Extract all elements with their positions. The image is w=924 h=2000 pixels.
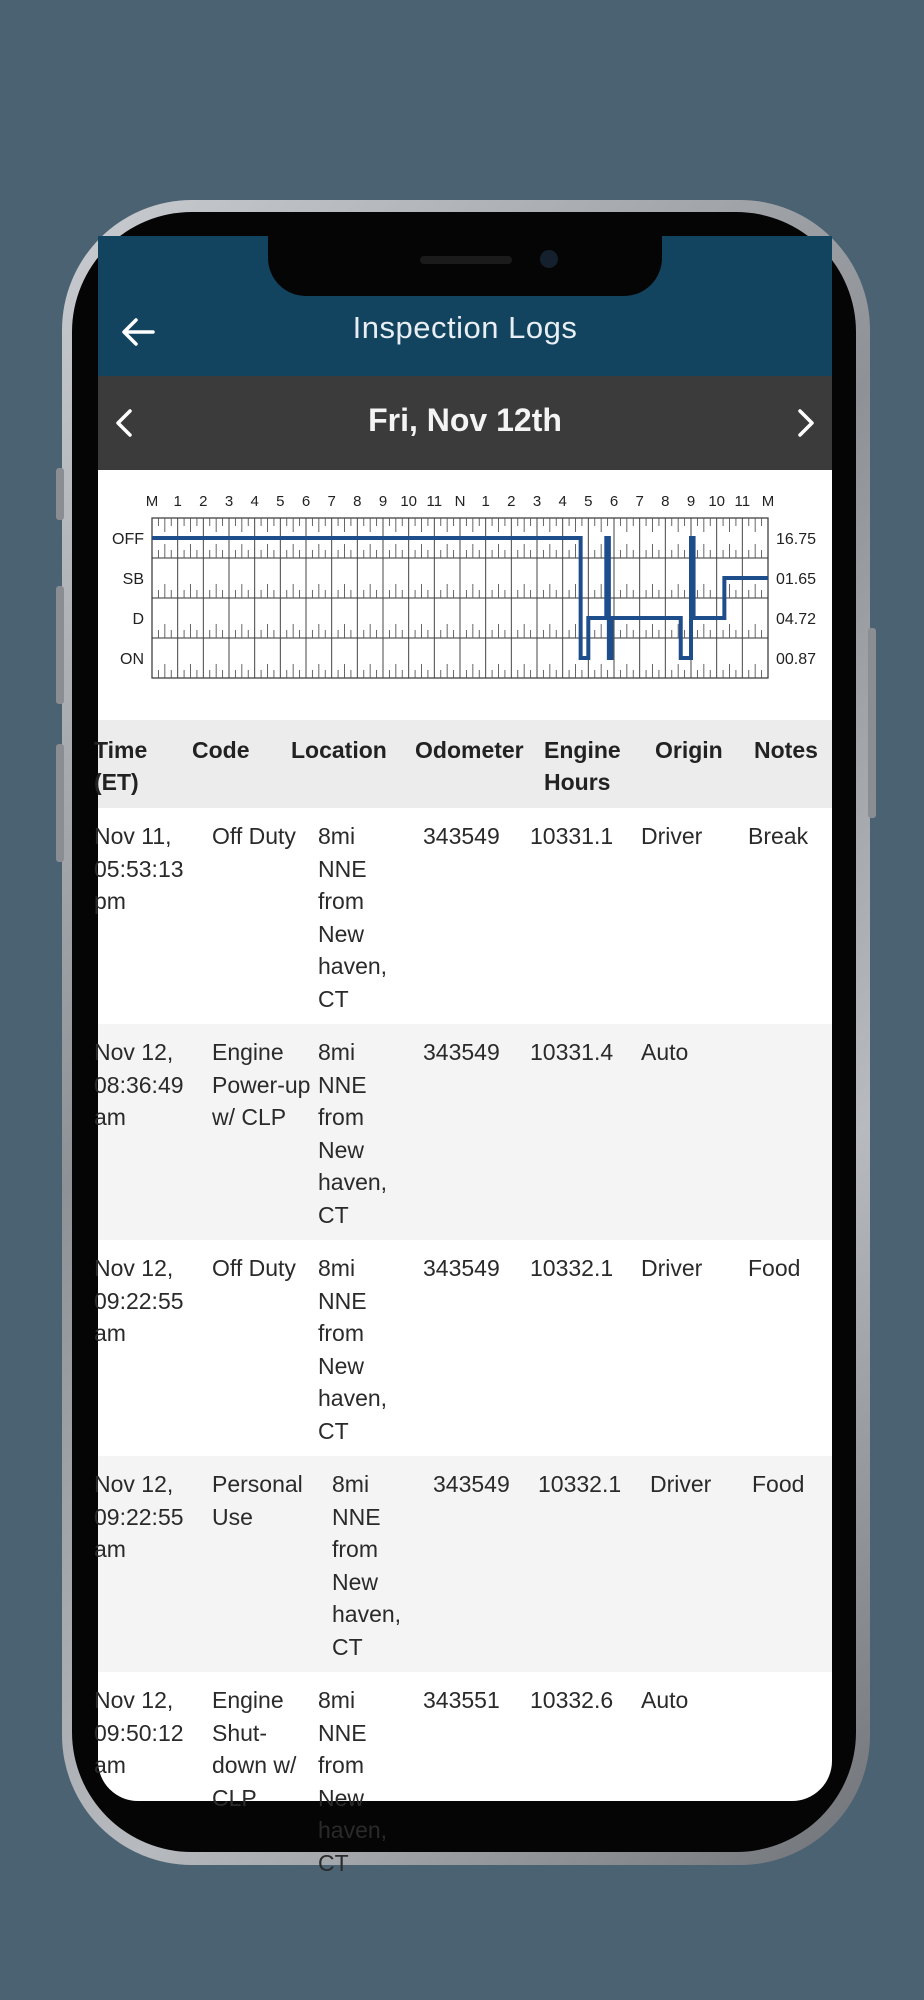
hour-label: 7 <box>635 493 644 510</box>
table-row[interactable] <box>94 1456 832 1672</box>
hour-label: 8 <box>353 493 362 510</box>
cell-engine-hours: 10332.6 <box>530 1687 614 1713</box>
earpiece-speaker <box>420 256 512 264</box>
cell-origin: Driver <box>650 1471 712 1497</box>
col-header-engine-hours: Engine Hours <box>544 737 621 795</box>
status-label-on: ON <box>120 651 144 668</box>
hour-label: 11 <box>734 493 751 510</box>
cell-location: 8mi NNE from New haven, CT <box>318 1687 388 1876</box>
cell-code: Engine Shut-down w/ CLP <box>212 1687 297 1811</box>
table-row[interactable] <box>94 1672 832 1888</box>
cell-odometer: 343549 <box>423 1039 500 1065</box>
volume-up-button <box>56 586 64 704</box>
col-header-notes: Notes <box>754 737 818 763</box>
cell-engine-hours: 10332.1 <box>530 1255 614 1281</box>
cell-time: Nov 11, 05:53:13 pm <box>94 823 184 914</box>
table-header <box>94 720 832 808</box>
cell-code: Personal Use <box>212 1471 303 1530</box>
status-label-sb: SB <box>122 571 144 588</box>
hour-label: 10 <box>400 493 418 510</box>
hour-label: 1 <box>481 493 490 510</box>
cell-origin: Driver <box>641 1255 703 1281</box>
app-screen <box>94 236 832 1876</box>
cell-time: Nov 12, 09:50:12 am <box>94 1687 184 1778</box>
cell-location: 8mi NNE from New haven, CT <box>318 823 388 1012</box>
hour-label: 5 <box>276 493 285 510</box>
hour-label: 9 <box>378 493 388 510</box>
front-camera <box>540 250 558 268</box>
cell-location: 8mi NNE from New haven, CT <box>332 1471 402 1660</box>
cell-location: 8mi NNE from New haven, CT <box>318 1039 388 1228</box>
cell-location: 8mi NNE from New haven, CT <box>318 1255 388 1444</box>
hour-label: 8 <box>661 493 670 510</box>
log-table <box>94 808 832 1888</box>
cell-origin: Auto <box>641 1687 689 1713</box>
mute-switch <box>56 468 64 520</box>
status-total-sb: 01.65 <box>776 571 817 588</box>
col-header-code: Code <box>192 737 250 763</box>
col-header-time: Time (ET) <box>94 737 148 795</box>
hour-label: 6 <box>301 493 311 510</box>
hour-label: 7 <box>327 493 336 510</box>
status-label-d: D <box>132 611 144 628</box>
cell-origin: Driver <box>641 823 703 849</box>
power-button <box>868 628 876 818</box>
col-header-location: Location <box>291 737 387 763</box>
camera-notch <box>268 212 662 296</box>
cell-time: Nov 12, 08:36:49 am <box>94 1039 184 1130</box>
cell-time: Nov 12, 09:22:55 am <box>94 1471 184 1562</box>
hour-label: 9 <box>686 493 696 510</box>
cell-odometer: 343549 <box>433 1471 510 1497</box>
status-total-on: 00.87 <box>776 651 817 668</box>
table-row[interactable] <box>94 1240 832 1456</box>
table-row[interactable] <box>94 1024 832 1240</box>
hour-label: 1 <box>173 493 182 510</box>
hour-label: 2 <box>507 493 516 510</box>
cell-notes: Break <box>748 823 809 849</box>
page-title: Inspection Logs <box>352 310 578 345</box>
hour-label: 4 <box>558 493 567 510</box>
hour-label: M <box>761 493 775 510</box>
cell-code: Off Duty <box>212 823 296 849</box>
status-total-off: 16.75 <box>776 531 817 548</box>
cell-engine-hours: 10331.1 <box>530 823 614 849</box>
col-header-origin: Origin <box>655 737 723 763</box>
date-navigator <box>98 376 832 470</box>
cell-notes: Food <box>752 1471 805 1497</box>
cell-notes: Food <box>748 1255 801 1281</box>
cell-odometer: 343551 <box>423 1687 500 1713</box>
hour-label: 3 <box>532 493 542 510</box>
hour-label: 6 <box>609 493 619 510</box>
cell-time: Nov 12, 09:22:55 am <box>94 1255 184 1346</box>
cell-code: Engine Power-up w/ CLP <box>212 1039 311 1130</box>
current-date: Fri, Nov 12th <box>368 402 562 438</box>
duty-status-graph-svg <box>98 470 832 720</box>
duty-status-graph <box>98 470 832 720</box>
volume-down-button <box>56 744 64 862</box>
hour-label: N <box>454 493 466 510</box>
hour-label: M <box>145 493 159 510</box>
status-label-off: OFF <box>112 531 144 548</box>
hour-label: 11 <box>426 493 443 510</box>
hour-label: 10 <box>708 493 726 510</box>
hour-label: 3 <box>224 493 234 510</box>
chevron-right-icon <box>794 407 818 439</box>
cell-odometer: 343549 <box>423 1255 500 1281</box>
hour-label: 4 <box>250 493 259 510</box>
cell-code: Off Duty <box>212 1255 296 1281</box>
cell-odometer: 343549 <box>423 823 500 849</box>
col-header-odometer: Odometer <box>415 737 524 763</box>
table-row[interactable] <box>94 808 832 1024</box>
next-day-button[interactable] <box>784 400 828 446</box>
cell-engine-hours: 10332.1 <box>538 1471 622 1497</box>
cell-origin: Auto <box>641 1039 689 1065</box>
status-total-d: 04.72 <box>776 611 817 628</box>
hour-label: 5 <box>584 493 593 510</box>
cell-engine-hours: 10331.4 <box>530 1039 614 1065</box>
hour-label: 2 <box>199 493 208 510</box>
